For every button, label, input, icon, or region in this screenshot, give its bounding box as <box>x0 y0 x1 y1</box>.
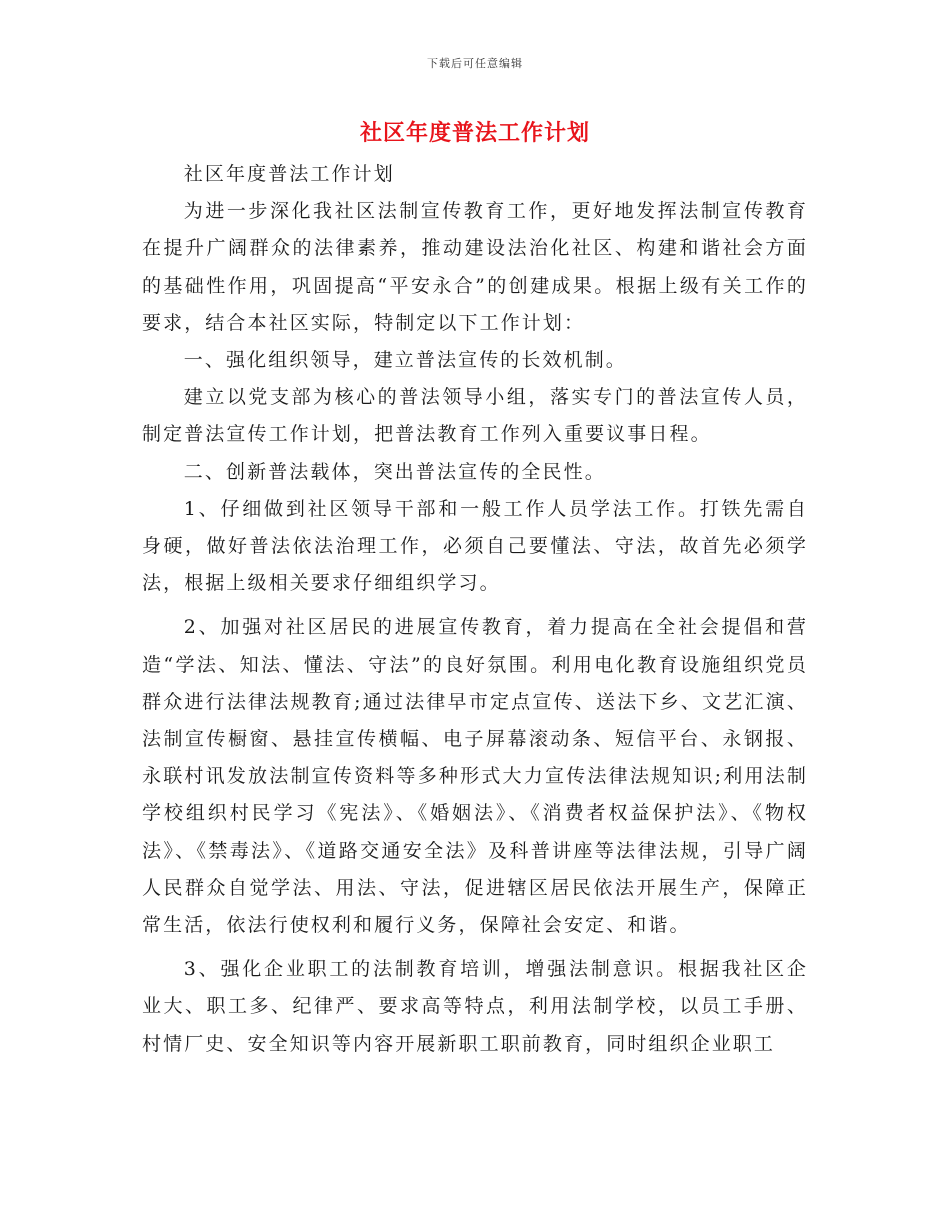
document-title: 社区年度普法工作计划 <box>359 120 590 146</box>
paragraph-item-1: 1、仔细做到社区领导干部和一般工作人员学法工作。打铁先需自身硬，做好普法依法治理工作，必须自己要懂法、守法，故首先必须学法，根据上级相关要求仔细组织学习。 <box>142 497 808 595</box>
header-note: 下载后可任意编辑 <box>427 57 523 70</box>
paragraph-item-3: 3、强化企业职工的法制教育培训，增强法制意识。根据我社区企业大、职工多、纪律严、要求高等特点，利用法制学校，以员工手册、村情厂史、安全知识等内容开展新职工职前教育，同时组织企业职工 <box>142 958 808 1055</box>
document-body <box>142 156 808 1063</box>
paragraph-subtitle: 社区年度普法工作计划 <box>183 163 395 185</box>
section-heading-2: 二、创新普法载体，突出普法宣传的全民性。 <box>183 460 606 483</box>
section-heading-1: 一、强化组织领导，建立普法宣传的长效机制。 <box>183 349 627 372</box>
paragraph-section-1: 建立以党支部为核心的普法领导小组，落实专门的普法宣传人员，制定普法宣传工作计划，把普法教育工作列入重要议事日程。 <box>142 386 808 446</box>
paragraph-intro: 为进一步深化我社区法制宣传教育工作，更好地发挥法制宣传教育在提升广阔群众的法律素养，推动建设法治化社区、构建和谐社会方面的基础性作用，巩固提高“平安永合”的创建成果。根据上级有关工作的要求，结合本社区实际，特制定以下工作计划： <box>142 200 808 334</box>
paragraph-item-2: 2、加强对社区居民的进展宣传教育，着力提高在全社会提倡和营造“学法、知法、懂法、守法”的良好氛围。利用电化教育设施组织党员群众进行法律法规教育;通过法律早市定点宣传、送法下乡、文艺汇演、法制宣传橱窗、悬挂宣传横幅、电子屏幕滚动条、短信平台、永钢报、永联村讯发放法制宣传资料等多种形式大力宣传法律法规知识;利用法制学校组织村民学习《宪法》、《婚姻法》、《消费者权益保护法》、《物权法》、《禁毒法》、《道路交通安全法》及科普讲座等法律法规，引导广阔人民群众自觉学法、用法、守法，促进辖区居民依法开展生产，保障正常生活，依法行使权利和履行义务，保障社会安定、和谐。 <box>142 616 808 937</box>
